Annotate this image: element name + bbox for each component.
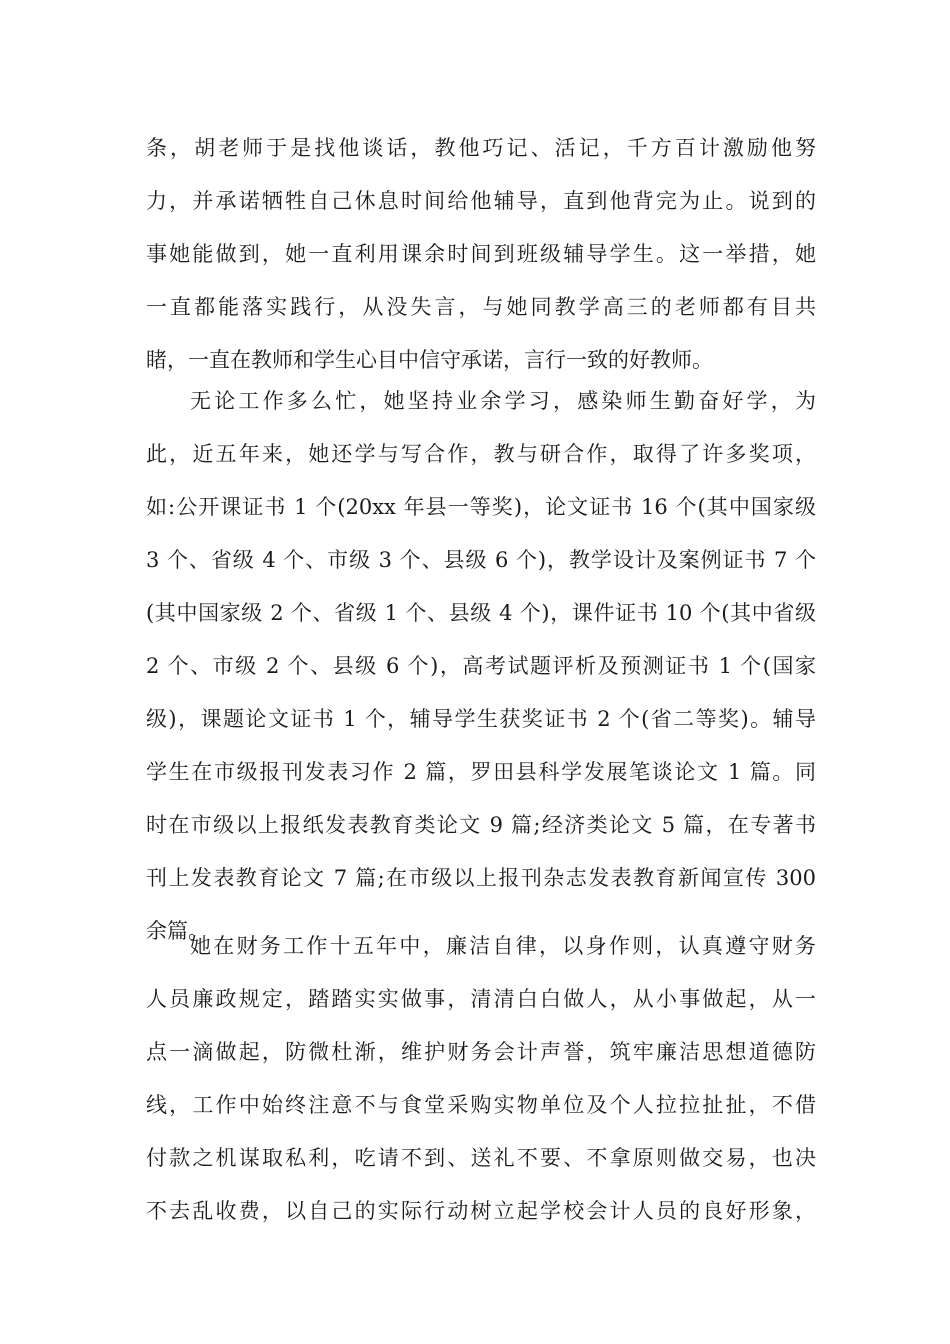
paragraph-line: 线，工作中始终注意不与食堂采购实物单位及个人拉拉扯扯，不借 — [146, 1093, 816, 1117]
paragraph-line: 级)，课题论文证书 1 个，辅导学生获奖证书 2 个(省二等奖)。辅导 — [146, 707, 816, 731]
paragraph-1 — [146, 122, 816, 387]
paragraph-line: 睹，一直在教师和学生心目中信守承诺，言行一致的好教师。 — [146, 348, 713, 372]
paragraph-line: 刊上发表教育论文 7 篇;在市级以上报刊杂志发表教育新闻宣传 300 — [146, 866, 816, 890]
paragraph-line: 事她能做到，她一直利用课余时间到班级辅导学生。这一举措，她 — [146, 242, 816, 266]
paragraph-line: 她在财务工作十五年中，廉洁自律，以身作则，认真遵守财务 — [190, 934, 816, 958]
paragraph-line: 2 个、市级 2 个、县级 6 个)，高考试题评析及预测证书 1 个(国家 — [146, 654, 816, 678]
paragraph-line: 如:公开课证书 1 个(20xx 年县一等奖)，论文证书 16 个(其中国家级 — [146, 495, 816, 519]
paragraph-line: 点一滴做起，防微杜渐，维护财务会计声誉，筑牢廉洁思想道德防 — [146, 1040, 816, 1064]
paragraph-2 — [146, 375, 816, 958]
paragraph-line: 不去乱收费，以自己的实际行动树立起学校会计人员的良好形象， — [146, 1199, 816, 1223]
paragraph-3 — [146, 920, 816, 1238]
paragraph-line: (其中国家级 2 个、省级 1 个、县级 4 个)，课件证书 10 个(其中省级 — [146, 601, 816, 625]
paragraph-line: 无论工作多么忙，她坚持业余学习，感染师生勤奋好学，为 — [190, 389, 816, 413]
paragraph-line: 条，胡老师于是找他谈话，教他巧记、活记，千方百计激励他努 — [146, 136, 816, 160]
paragraph-line: 人员廉政规定，踏踏实实做事，清清白白做人，从小事做起，从一 — [146, 987, 816, 1011]
paragraph-line: 力，并承诺牺牲自己休息时间给他辅导，直到他背完为止。说到的 — [146, 189, 816, 213]
paragraph-line: 此，近五年来，她还学与写合作，教与研合作，取得了许多奖项， — [146, 442, 816, 466]
paragraph-line: 时在市级以上报纸发表教育类论文 9 篇;经济类论文 5 篇，在专著书 — [146, 813, 816, 837]
paragraph-line: 余篇。 — [146, 919, 209, 943]
paragraph-line: 一直都能落实践行，从没失言，与她同教学高三的老师都有目共 — [146, 295, 816, 319]
paragraph-line: 付款之机谋取私利，吃请不到、送礼不要、不拿原则做交易，也决 — [146, 1146, 816, 1170]
paragraph-line: 学生在市级报刊发表习作 2 篇，罗田县科学发展笔谈论文 1 篇。同 — [146, 760, 816, 784]
paragraph-line: 3 个、省级 4 个、市级 3 个、县级 6 个)，教学设计及案例证书 7 个 — [146, 548, 816, 572]
